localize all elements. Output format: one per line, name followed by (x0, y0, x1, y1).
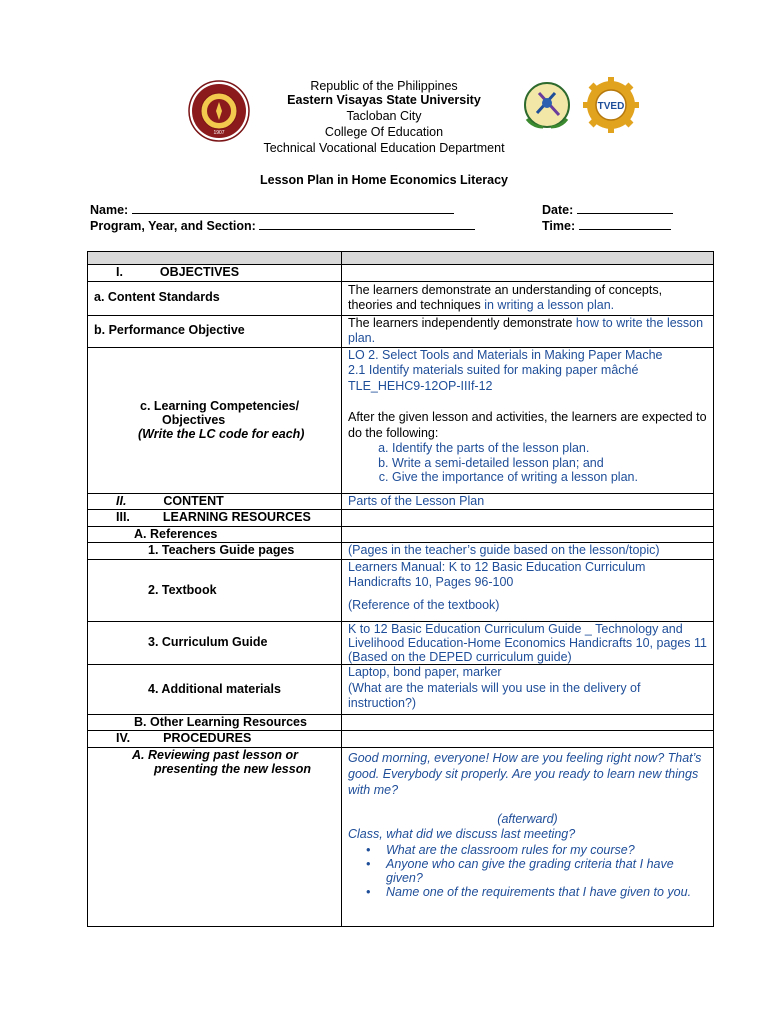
program-line[interactable] (259, 219, 475, 230)
lc-line-1: LO 2. Select Tools and Materials in Making Paper Mache (348, 347, 663, 362)
college-name: College Of Education (324, 125, 444, 139)
tved-logo-text: TVED (597, 101, 625, 112)
table-header-row (88, 252, 714, 265)
lc-line-2: 2.1 Identify materials suited for making paper mâché (348, 363, 639, 377)
university-name: Eastern Visayas State University (287, 93, 481, 107)
lc-line-3: TLE_HEHC9-12OP-IIIf-12 (348, 378, 493, 393)
teachers-guide-text: (Pages in the teacher’s guide based on the lesson/topic) (342, 543, 714, 560)
textbook-text-2: (Reference of the textbook) (348, 597, 500, 612)
curriculum-guide-row (88, 622, 714, 665)
references-label: A. References (88, 526, 342, 543)
date-field[interactable] (542, 203, 673, 217)
page-title: Lesson Plan in Home Economics Literacy (260, 173, 508, 187)
lc-label-2: Objectives (162, 413, 226, 427)
textbook-text-1: Learners Manual: K to 12 Basic Education Curriculum Handicrafts 10, Pages 96-100 (348, 559, 646, 589)
lc-objectives-list (348, 441, 707, 485)
learning-resources-row (88, 510, 714, 527)
procedures-label: PROCEDURES (163, 731, 252, 745)
learning-competencies-row (88, 347, 714, 493)
additional-materials-row (88, 665, 714, 715)
list-item: a. Identify the parts of the lesson plan. (392, 441, 707, 456)
additional-materials-label: 4. Additional materials (88, 665, 342, 715)
list-item: c. Give the importance of writing a lesson plan. (392, 470, 707, 485)
department-name: Technical Vocational Education Department (263, 141, 505, 155)
content-label: CONTENT (163, 493, 224, 508)
teachers-guide-row (88, 543, 714, 560)
review-afterward: (afterward) (497, 811, 558, 826)
content-standards-row (88, 281, 714, 315)
time-line[interactable] (579, 219, 671, 230)
other-resources-label: B. Other Learning Resources (88, 714, 342, 731)
evsu-seal-year: 1907 (213, 130, 225, 136)
name-line[interactable] (132, 203, 454, 214)
review-text-2: Class, what did we discuss last meeting? (348, 827, 576, 841)
name-label: Name: (90, 203, 129, 217)
content-standards-label: a. Content Standards (88, 281, 342, 315)
performance-objective-label: b. Performance Objective (88, 315, 342, 347)
other-resources-row (88, 714, 714, 731)
performance-objective-row (88, 315, 714, 347)
content-standards-blue: in writing a lesson plan. (484, 298, 615, 312)
content-num: II. (116, 493, 127, 508)
performance-text: The learners independently demonstrate (348, 315, 576, 330)
procedures-row (88, 731, 714, 748)
objectives-num: I. (116, 265, 123, 279)
curriculum-guide-text-2: (Based on the DEPED curriculum guide) (348, 650, 572, 664)
program-field[interactable] (90, 219, 475, 233)
objectives-label: OBJECTIVES (159, 265, 240, 279)
name-field[interactable] (90, 203, 454, 217)
lc-intro: After the given lesson and activities, the learners are expected to do the following: (348, 410, 707, 440)
procedures-num: IV. (116, 731, 131, 745)
review-text-1: Good morning, everyone! How are you feeling right now? That’s good. Everybody sit properly. Are you ready to learn new things with me? (348, 750, 702, 797)
program-label: Program, Year, and Section: (90, 219, 256, 233)
list-item: • Anyone who can give the grading criteria that I have given? (386, 857, 707, 885)
content-standards-text: The learners demonstrate an understanding of concepts, theories and techniques (348, 282, 663, 312)
resources-label: LEARNING RESOURCES (162, 510, 311, 524)
performance-blue: how to write the lesson plan. (348, 315, 704, 345)
review-label-2: presenting the new lesson (154, 761, 311, 776)
lc-label-3: (Write the LC code for each) (138, 427, 305, 441)
date-label: Date: (542, 203, 574, 217)
curriculum-guide-text-1: K to 12 Basic Education Curriculum Guide _ Technology and Livelihood Education-Home Economics Handicrafts 10, pages 11 (348, 622, 707, 650)
city-name: Tacloban City (346, 109, 422, 123)
content-text: Parts of the Lesson Plan (342, 493, 714, 510)
review-row (88, 747, 714, 926)
resources-num: III. (116, 510, 130, 524)
additional-materials-text-2: (What are the materials will you use in the delivery of instruction?) (348, 680, 641, 710)
additional-materials-text-1: Laptop, bond paper, marker (348, 665, 502, 679)
content-row (88, 493, 714, 510)
objectives-row (88, 265, 714, 282)
references-row (88, 526, 714, 543)
republic-line: Republic of the Philippines (310, 79, 458, 93)
list-item: • Name one of the requirements that I have given to you. (386, 885, 707, 899)
lc-label-1: c. Learning Competencies/ (140, 399, 300, 413)
textbook-row (88, 559, 714, 622)
time-field[interactable] (542, 219, 671, 233)
lesson-plan-table (87, 251, 714, 927)
list-item: b. Write a semi-detailed lesson plan; and (392, 456, 707, 471)
teachers-guide-label: 1. Teachers Guide pages (88, 543, 342, 560)
review-bullet-list (348, 843, 707, 899)
list-item: • What are the classroom rules for my course? (386, 843, 707, 857)
date-line[interactable] (577, 203, 673, 214)
textbook-label: 2. Textbook (88, 559, 342, 622)
curriculum-guide-label: 3. Curriculum Guide (88, 622, 342, 665)
time-label: Time: (542, 219, 576, 233)
review-label-1: A. Reviewing past lesson or (132, 747, 299, 762)
